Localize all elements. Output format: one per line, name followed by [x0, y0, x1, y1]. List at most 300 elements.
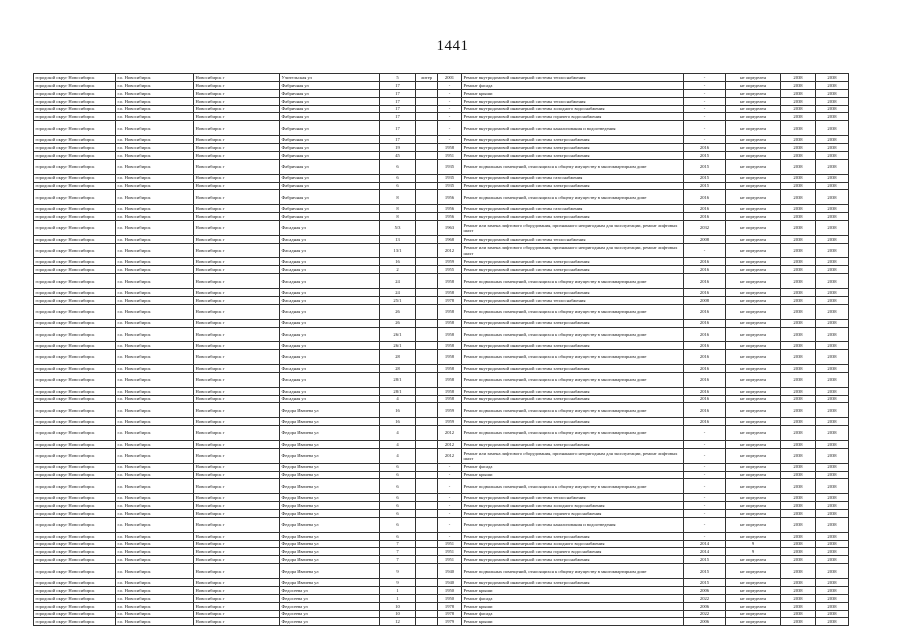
city-cell: Новосибирск г [194, 387, 280, 395]
litera-cell [416, 463, 438, 471]
district-cell: городской округ Новосибирск [34, 319, 116, 327]
table-row [34, 564, 849, 579]
year-determined-cell: не определен [726, 121, 781, 136]
litera-cell [416, 532, 438, 540]
table-row [34, 296, 849, 304]
district-cell: городской округ Новосибирск [34, 144, 116, 152]
prior-year-cell: - [684, 471, 726, 479]
plan-end-cell: 2038 [816, 151, 849, 159]
prior-year-cell: 2016 [684, 190, 726, 205]
year-built-cell: 2001 [438, 74, 462, 82]
work-type-cell: Ремонт внутридомовой инженерной системы электроснабжения [462, 136, 684, 144]
year-determined-cell: не определен [726, 296, 781, 304]
year-determined-cell: не определен [726, 463, 781, 471]
litera-cell [416, 319, 438, 327]
prior-year-cell: 2015 [684, 564, 726, 579]
year-determined-cell: не определен [726, 517, 781, 532]
street-cell: Фасадная ул [280, 395, 380, 403]
year-built-cell: 1958 [438, 372, 462, 387]
plan-start-cell: 2038 [781, 105, 816, 113]
year-determined-cell: не определен [726, 235, 781, 243]
house-cell: 17 [380, 105, 416, 113]
year-determined-cell: не определен [726, 144, 781, 152]
street-cell: Федора Ивачева ул [280, 579, 380, 587]
house-cell: 13/1 [380, 243, 416, 258]
table-row [34, 289, 849, 297]
city-cell: Новосибирск г [194, 602, 280, 610]
litera-cell [416, 618, 438, 626]
district-cell: городской округ Новосибирск [34, 564, 116, 579]
city-cell: Новосибирск г [194, 418, 280, 426]
prior-year-cell: 2014 [684, 540, 726, 548]
table-row [34, 220, 849, 235]
city-type-cell: г.о. Новосибирск [116, 205, 194, 213]
prior-year-cell: - [684, 494, 726, 502]
table-row [34, 136, 849, 144]
prior-year-cell: 2022 [684, 610, 726, 618]
city-cell: Новосибирск г [194, 235, 280, 243]
table-row [34, 266, 849, 274]
house-cell: 6 [380, 502, 416, 510]
year-built-cell: 1978 [438, 602, 462, 610]
plan-start-cell: 2038 [781, 274, 816, 289]
city-type-cell: г.о. Новосибирск [116, 594, 194, 602]
city-type-cell: г.о. Новосибирск [116, 509, 194, 517]
work-type-cell: Ремонт внутридомовой инженерной системы холодного водоснабжения [462, 502, 684, 510]
district-cell: городской округ Новосибирск [34, 205, 116, 213]
table-row [34, 213, 849, 221]
year-built-cell: - [438, 517, 462, 532]
district-cell: городской округ Новосибирск [34, 89, 116, 97]
city-type-cell: г.о. Новосибирск [116, 113, 194, 121]
litera-cell [416, 395, 438, 403]
plan-start-cell: 2038 [781, 205, 816, 213]
table-row [34, 105, 849, 113]
plan-start-cell: 2038 [781, 342, 816, 350]
plan-end-cell: 2038 [816, 618, 849, 626]
house-cell: 4 [380, 395, 416, 403]
work-type-cell: Ремонт внутридомовой инженерной системы теплоснабжения [462, 296, 684, 304]
prior-year-cell: 2016 [684, 319, 726, 327]
prior-year-cell: - [684, 74, 726, 82]
house-cell: 6 [380, 463, 416, 471]
plan-end-cell: 2038 [816, 213, 849, 221]
table-row [34, 426, 849, 441]
litera-cell [416, 159, 438, 174]
work-type-cell: Ремонт или замена лифтового оборудования, признанного непригодным для эксплуатации, ремонт лифтовых шахт [462, 220, 684, 235]
house-cell: 6 [380, 532, 416, 540]
plan-start-cell: 2038 [781, 74, 816, 82]
year-determined-cell: не определен [726, 81, 781, 89]
street-cell: Фабричная ул [280, 182, 380, 190]
year-built-cell: 2012 [438, 448, 462, 463]
work-type-cell: Ремонт внутридомовой инженерной системы теплоснабжения [462, 494, 684, 502]
litera-cell [416, 426, 438, 441]
work-type-cell: Ремонт крыши [462, 89, 684, 97]
plan-end-cell: 2038 [816, 81, 849, 89]
year-built-cell: 1959 [438, 258, 462, 266]
house-cell: 10 [380, 602, 416, 610]
street-cell: Фабричная ул [280, 113, 380, 121]
work-type-cell: Ремонт подвальных помещений, относящихся к общему имуществу в многоквартирном доме [462, 426, 684, 441]
records-table-container [33, 73, 848, 626]
district-cell: городской округ Новосибирск [34, 502, 116, 510]
city-type-cell: г.о. Новосибирск [116, 618, 194, 626]
street-cell: Фасадная ул [280, 304, 380, 319]
house-cell: 6 [380, 159, 416, 174]
table-row [34, 610, 849, 618]
table-row [34, 602, 849, 610]
house-cell: 17 [380, 81, 416, 89]
plan-end-cell: 2038 [816, 342, 849, 350]
city-cell: Новосибирск г [194, 258, 280, 266]
work-type-cell: Ремонт внутридомовой инженерной системы электроснабжения [462, 258, 684, 266]
city-type-cell: г.о. Новосибирск [116, 440, 194, 448]
district-cell: городской округ Новосибирск [34, 342, 116, 350]
house-cell: 4 [380, 426, 416, 441]
street-cell: Фабричная ул [280, 89, 380, 97]
district-cell: городской округ Новосибирск [34, 440, 116, 448]
year-determined-cell: не определен [726, 105, 781, 113]
city-cell: Новосибирск г [194, 556, 280, 564]
table-row [34, 174, 849, 182]
table-row [34, 440, 849, 448]
city-type-cell: г.о. Новосибирск [116, 342, 194, 350]
plan-start-cell: 2038 [781, 136, 816, 144]
prior-year-cell: 2016 [684, 144, 726, 152]
year-built-cell: 1958 [438, 144, 462, 152]
city-type-cell: г.о. Новосибирск [116, 586, 194, 594]
year-determined-cell: не определен [726, 243, 781, 258]
work-type-cell: Ремонт внутридомовой инженерной системы электроснабжения [462, 532, 684, 540]
work-type-cell: Ремонт фасада [462, 594, 684, 602]
house-cell: 28 [380, 364, 416, 372]
year-determined-cell: не определен [726, 97, 781, 105]
street-cell: Федора Ивачева ул [280, 440, 380, 448]
house-cell: 8 [380, 190, 416, 205]
prior-year-cell: 2022 [684, 594, 726, 602]
plan-end-cell: 2038 [816, 594, 849, 602]
prior-year-cell: - [684, 502, 726, 510]
house-cell: 5/3 [380, 220, 416, 235]
city-cell: Новосибирск г [194, 151, 280, 159]
work-type-cell: Ремонт подвальных помещений, относящихся к общему имуществу в многоквартирном доме [462, 479, 684, 494]
plan-start-cell: 2038 [781, 258, 816, 266]
city-cell: Новосибирск г [194, 342, 280, 350]
street-cell: Федора Ивачева ул [280, 494, 380, 502]
district-cell: городской округ Новосибирск [34, 97, 116, 105]
litera-cell [416, 121, 438, 136]
table-row [34, 350, 849, 365]
year-built-cell: 1958 [438, 350, 462, 365]
prior-year-cell: 2016 [684, 403, 726, 418]
litera-cell [416, 266, 438, 274]
street-cell: Федосеева ул [280, 618, 380, 626]
district-cell: городской округ Новосибирск [34, 74, 116, 82]
prior-year-cell: 2016 [684, 418, 726, 426]
year-built-cell: 1956 [438, 190, 462, 205]
year-built-cell: - [438, 502, 462, 510]
city-cell: Новосибирск г [194, 448, 280, 463]
year-determined-cell: не определен [726, 471, 781, 479]
plan-start-cell: 2038 [781, 586, 816, 594]
prior-year-cell: - [684, 448, 726, 463]
litera-cell [416, 364, 438, 372]
city-cell: Новосибирск г [194, 403, 280, 418]
house-cell: 24 [380, 274, 416, 289]
house-cell: 8 [380, 205, 416, 213]
year-built-cell: 1978 [438, 610, 462, 618]
work-type-cell: Ремонт подвальных помещений, относящихся к общему имуществу в многоквартирном доме [462, 274, 684, 289]
work-type-cell: Ремонт внутридомовой инженерной системы электроснабжения [462, 342, 684, 350]
year-built-cell: 1951 [438, 556, 462, 564]
house-cell: 6 [380, 174, 416, 182]
house-cell: 7 [380, 556, 416, 564]
table-row [34, 479, 849, 494]
plan-start-cell: 2038 [781, 387, 816, 395]
work-type-cell: Ремонт внутридомовой инженерной системы электроснабжения [462, 182, 684, 190]
work-type-cell: Ремонт подвальных помещений, относящихся к общему имуществу в многоквартирном доме [462, 327, 684, 342]
plan-end-cell: 2038 [816, 235, 849, 243]
plan-end-cell: 2038 [816, 136, 849, 144]
plan-end-cell: 2038 [816, 463, 849, 471]
litera-cell [416, 289, 438, 297]
work-type-cell: Ремонт внутридомовой инженерной системы электроснабжения [462, 266, 684, 274]
litera-cell [416, 564, 438, 579]
district-cell: городской округ Новосибирск [34, 540, 116, 548]
prior-year-cell: 2006 [684, 618, 726, 626]
year-determined-cell: не определен [726, 364, 781, 372]
prior-year-cell: - [684, 509, 726, 517]
table-row [34, 121, 849, 136]
city-cell: Новосибирск г [194, 97, 280, 105]
plan-end-cell: 2038 [816, 586, 849, 594]
work-type-cell: Ремонт подвальных помещений, относящихся к общему имуществу в многоквартирном доме [462, 304, 684, 319]
year-built-cell: 2012 [438, 440, 462, 448]
house-cell: 7 [380, 548, 416, 556]
plan-end-cell: 2038 [816, 610, 849, 618]
street-cell: Федора Ивачева ул [280, 509, 380, 517]
plan-end-cell: 2038 [816, 479, 849, 494]
house-cell: 26 [380, 304, 416, 319]
prior-year-cell: 2014 [684, 548, 726, 556]
street-cell: Федосеева ул [280, 586, 380, 594]
city-cell: Новосибирск г [194, 494, 280, 502]
year-built-cell: 1968 [438, 235, 462, 243]
city-cell: Новосибирск г [194, 532, 280, 540]
litera-cell [416, 81, 438, 89]
street-cell: Федора Ивачева ул [280, 403, 380, 418]
district-cell: городской округ Новосибирск [34, 174, 116, 182]
year-determined-cell: не определен [726, 220, 781, 235]
house-cell: 8 [380, 213, 416, 221]
plan-start-cell: 2038 [781, 463, 816, 471]
plan-end-cell: 2038 [816, 220, 849, 235]
table-row [34, 509, 849, 517]
litera-cell [416, 403, 438, 418]
work-type-cell: Ремонт внутридомовой инженерной системы холодного водоснабжения [462, 540, 684, 548]
year-determined-cell: не определен [726, 174, 781, 182]
litera-cell [416, 342, 438, 350]
prior-year-cell: 2016 [684, 364, 726, 372]
plan-start-cell: 2038 [781, 213, 816, 221]
street-cell: Фасадная ул [280, 274, 380, 289]
litera-cell [416, 174, 438, 182]
city-cell: Новосибирск г [194, 364, 280, 372]
city-cell: Новосибирск г [194, 327, 280, 342]
work-type-cell: Ремонт подвальных помещений, относящихся к общему имуществу в многоквартирном доме [462, 159, 684, 174]
district-cell: городской округ Новосибирск [34, 258, 116, 266]
prior-year-cell: - [684, 121, 726, 136]
plan-start-cell: 2038 [781, 304, 816, 319]
city-type-cell: г.о. Новосибирск [116, 289, 194, 297]
street-cell: Фабричная ул [280, 136, 380, 144]
plan-end-cell: 2038 [816, 448, 849, 463]
year-built-cell: 1958 [438, 289, 462, 297]
table-row [34, 395, 849, 403]
prior-year-cell: - [684, 517, 726, 532]
plan-end-cell: 2038 [816, 418, 849, 426]
city-type-cell: г.о. Новосибирск [116, 426, 194, 441]
work-type-cell: Ремонт подвальных помещений, относящихся к общему имуществу в многоквартирном доме [462, 372, 684, 387]
plan-start-cell: 2038 [781, 509, 816, 517]
street-cell: Фасадная ул [280, 220, 380, 235]
table-row [34, 327, 849, 342]
prior-year-cell: - [684, 440, 726, 448]
street-cell: Фасадная ул [280, 319, 380, 327]
plan-start-cell: 2038 [781, 395, 816, 403]
street-cell: Федора Ивачева ул [280, 517, 380, 532]
street-cell: Федора Ивачева ул [280, 426, 380, 441]
street-cell: Федора Ивачева ул [280, 479, 380, 494]
plan-start-cell: 2038 [781, 579, 816, 587]
district-cell: городской округ Новосибирск [34, 113, 116, 121]
plan-start-cell: 2038 [781, 556, 816, 564]
litera-cell [416, 190, 438, 205]
district-cell: городской округ Новосибирск [34, 448, 116, 463]
plan-start-cell: 2038 [781, 594, 816, 602]
plan-start-cell: 2038 [781, 494, 816, 502]
city-cell: Новосибирск г [194, 113, 280, 121]
litera-cell [416, 418, 438, 426]
district-cell: городской округ Новосибирск [34, 121, 116, 136]
table-row [34, 540, 849, 548]
street-cell: Фабричная ул [280, 190, 380, 205]
year-determined-cell: не определен [726, 594, 781, 602]
district-cell: городской округ Новосибирск [34, 289, 116, 297]
year-built-cell: - [438, 471, 462, 479]
street-cell: Фасадная ул [280, 350, 380, 365]
plan-start-cell: 2038 [781, 174, 816, 182]
city-type-cell: г.о. Новосибирск [116, 144, 194, 152]
table-row [34, 387, 849, 395]
prior-year-cell: 2016 [684, 350, 726, 365]
litera-cell [416, 494, 438, 502]
prior-year-cell: - [684, 243, 726, 258]
prior-year-cell: 2016 [684, 387, 726, 395]
plan-end-cell: 2038 [816, 471, 849, 479]
year-determined-cell: не определен [726, 327, 781, 342]
year-determined-cell: не определен [726, 342, 781, 350]
table-row [34, 159, 849, 174]
work-type-cell: Ремонт фасада [462, 463, 684, 471]
year-built-cell: - [438, 494, 462, 502]
plan-start-cell: 2038 [781, 502, 816, 510]
city-type-cell: г.о. Новосибирск [116, 463, 194, 471]
table-row [34, 113, 849, 121]
year-determined-cell: не определен [726, 448, 781, 463]
city-cell: Новосибирск г [194, 579, 280, 587]
work-type-cell: Ремонт крыши [462, 471, 684, 479]
work-type-cell: Ремонт внутридомовой инженерной системы теплоснабжения [462, 235, 684, 243]
district-cell: городской округ Новосибирск [34, 274, 116, 289]
house-cell: 28/1 [380, 387, 416, 395]
plan-start-cell: 2038 [781, 448, 816, 463]
litera-cell [416, 235, 438, 243]
city-type-cell: г.о. Новосибирск [116, 395, 194, 403]
district-cell: городской округ Новосибирск [34, 594, 116, 602]
work-type-cell: Ремонт внутридомовой инженерной системы холодного водоснабжения [462, 105, 684, 113]
year-built-cell: 1956 [438, 205, 462, 213]
table-row [34, 418, 849, 426]
plan-start-cell: 2038 [781, 97, 816, 105]
year-built-cell: 1950 [438, 586, 462, 594]
work-type-cell: Ремонт внутридомовой инженерной системы электроснабжения [462, 440, 684, 448]
city-type-cell: г.о. Новосибирск [116, 602, 194, 610]
city-type-cell: г.о. Новосибирск [116, 479, 194, 494]
year-determined-cell: не определен [726, 610, 781, 618]
prior-year-cell: 2016 [684, 372, 726, 387]
street-cell: Фасадная ул [280, 296, 380, 304]
street-cell: Учительская ул [280, 74, 380, 82]
district-cell: городской округ Новосибирск [34, 372, 116, 387]
work-type-cell: Ремонт внутридомовой инженерной системы электроснабжения [462, 319, 684, 327]
city-type-cell: г.о. Новосибирск [116, 296, 194, 304]
plan-end-cell: 2038 [816, 89, 849, 97]
street-cell: Федосеева ул [280, 594, 380, 602]
street-cell: Фабричная ул [280, 213, 380, 221]
street-cell: Фабричная ул [280, 105, 380, 113]
district-cell: городской округ Новосибирск [34, 364, 116, 372]
year-built-cell: 1963 [438, 220, 462, 235]
district-cell: городской округ Новосибирск [34, 471, 116, 479]
house-cell: 9 [380, 579, 416, 587]
table-row [34, 517, 849, 532]
work-type-cell: Ремонт внутридомовой инженерной системы электроснабжения [462, 144, 684, 152]
plan-end-cell: 2038 [816, 243, 849, 258]
house-cell: 26 [380, 319, 416, 327]
plan-end-cell: 2038 [816, 350, 849, 365]
year-built-cell: 1959 [438, 418, 462, 426]
plan-end-cell: 2038 [816, 548, 849, 556]
street-cell: Фасадная ул [280, 342, 380, 350]
plan-end-cell: 2038 [816, 289, 849, 297]
city-type-cell: г.о. Новосибирск [116, 266, 194, 274]
table-row [34, 342, 849, 350]
prior-year-cell: 2016 [684, 327, 726, 342]
plan-end-cell: 2038 [816, 440, 849, 448]
district-cell: городской округ Новосибирск [34, 395, 116, 403]
district-cell: городской округ Новосибирск [34, 243, 116, 258]
litera-cell [416, 579, 438, 587]
year-built-cell: - [438, 479, 462, 494]
city-type-cell: г.о. Новосибирск [116, 182, 194, 190]
year-determined-cell: не определен [726, 426, 781, 441]
year-built-cell: 1958 [438, 274, 462, 289]
work-type-cell: Ремонт внутридомовой инженерной системы канализования и водоотведения [462, 121, 684, 136]
plan-end-cell: 2038 [816, 387, 849, 395]
table-row [34, 586, 849, 594]
